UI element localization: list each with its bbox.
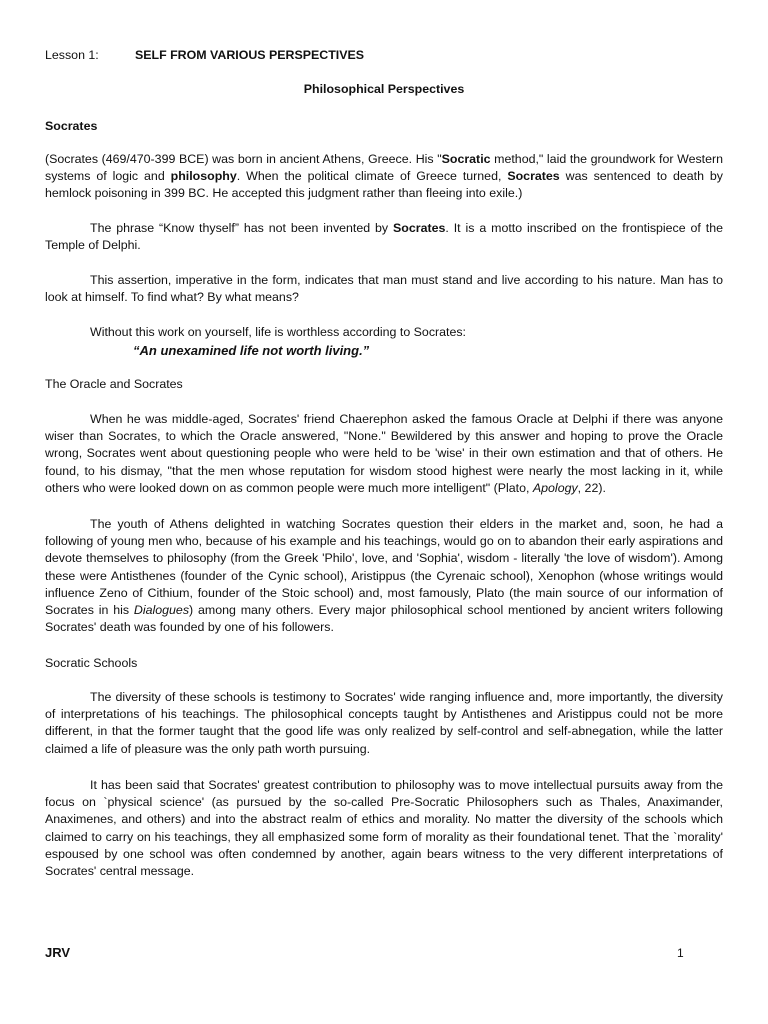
paragraph-socrates-bio: (Socrates (469/470-399 BCE) was born in ancient Athens, Greece. His "Socratic method," laid the groundwork for Western systems of logic and philosophy. When the political climate of Greece turned, Socrates was sentenced to death by hemlock poisoning in 399 BC. He accepted this judgment rather than fleeing into exile.) — [45, 152, 724, 201]
page-subtitle: Philosophical Perspectives — [303, 82, 465, 96]
paragraph-youth-of-athens: The youth of Athens delighted in watching Socrates question their elders in the market and, soon, he had a following of young men who, because of his example and his teachings, would go on to abandon their early aspirations and devote themselves to philosophy (from the Greek 'Philo', love, and 'Sophia', wisdom - literally 'the love of wisdom'). Among these were Antisthenes (founder of the Cynic school), Aristippus (the Cyrenaic school), Xenophon (whose writings would influence Zeno of Cithium, founder of the Stoic school) and, most famously, Plato (the main source of our information of Socrates in his Dialogues) among many others. Every major philosophical school mentioned by ancient writers following Socrates' death was founded by one of his followers. — [45, 517, 723, 635]
lesson-header — [45, 47, 723, 64]
page-number: 1 — [677, 946, 684, 960]
socrates-quote: “An unexamined life not worth living.” — [133, 343, 370, 358]
heading-socrates: Socrates — [45, 119, 98, 133]
footer-author: JRV — [45, 945, 71, 960]
paragraph-diversity: The diversity of these schools is testimony to Socrates' wide ranging influence and, more importantly, the diversity of interpretations of his teachings. The philosophical concepts taught by Antisthenes and Aristippus could not be more different, in that the former taught that the good life was only realized by self-control and self-abnegation, while the latter claimed a life of pleasure was the only path worth pursuing. — [45, 690, 723, 756]
heading-socratic-schools: Socratic Schools — [45, 656, 138, 670]
paragraph-assertion: This assertion, imperative in the form, indicates that man must stand and live according to his nature. Man has to look at himself. To find what? By what means? — [45, 273, 723, 305]
paragraph-contribution: It has been said that Socrates' greatest contribution to philosophy was to move intellectual pursuits away from the focus on `physical science' (as pursued by the so-called Pre-Socratic Philosophers such as Thales, Anaximander, Anaximenes, and others) and into the abstract realm of ethics and morality. No matter the diversity of the schools which claimed to carry on his teachings, they all emphasized some form of morality as their foundational tenet. That the `morality' espoused by one school was often condemned by another, again bears witness to the very different interpretations of Socrates' central message. — [45, 778, 723, 879]
lesson-label: Lesson 1: — [45, 48, 99, 62]
document-page — [45, 0, 723, 1024]
paragraph-oracle: When he was middle-aged, Socrates' friend Chaerephon asked the famous Oracle at Delphi if there was anyone wiser than Socrates, to which the Oracle answered, "None." Bewildered by this answer and hoping to prove the Oracle wrong, Socrates went about questioning people who were held to be 'wise' in their own estimation and that of others. He found, to his dismay, "that the men whose reputation for wisdom stood highest were nearly the most lacking in it, while others who were looked down on as common people were much more intelligent" (Plato, Apology, 22). — [45, 412, 723, 495]
heading-oracle: The Oracle and Socrates — [45, 377, 183, 391]
paragraph-self-work: Without this work on yourself, life is worthless according to Socrates: — [90, 325, 467, 339]
lesson-title: SELF FROM VARIOUS PERSPECTIVES — [135, 48, 365, 62]
paragraph-know-thyself: The phrase “Know thyself” has not been invented by Socrates. It is a motto inscribed on the frontispiece of the Temple of Delphi. — [45, 221, 723, 253]
